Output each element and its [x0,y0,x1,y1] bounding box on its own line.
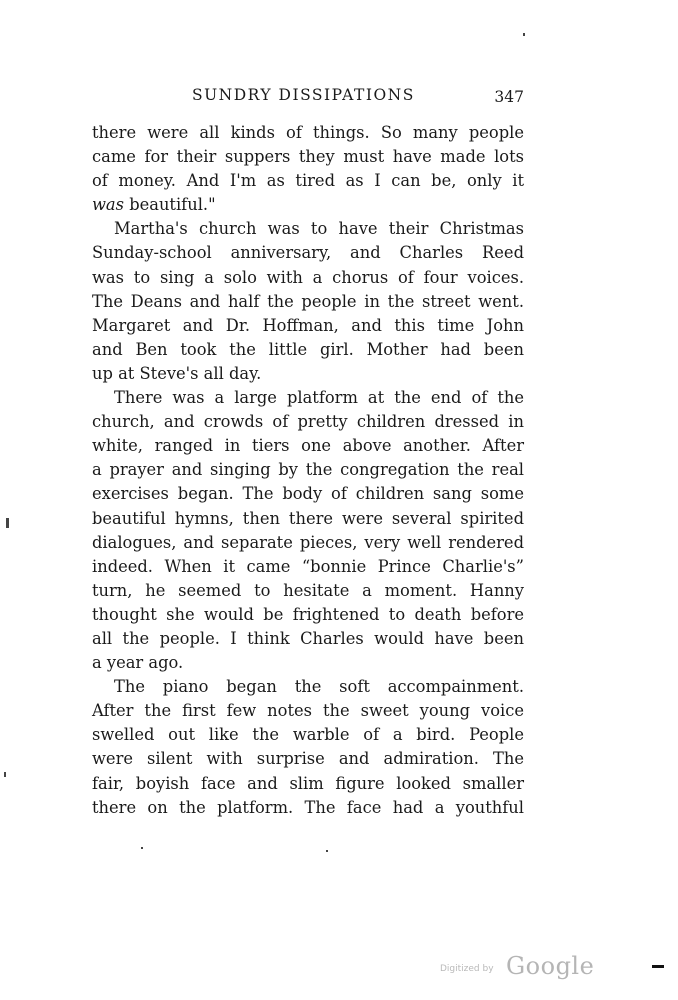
text-line: and Ben took the little girl. Mother had been [92,339,524,359]
text-line: came for their suppers they must have made lots [92,147,524,167]
google-logo: Google [506,952,595,980]
digitized-label: Digitized by [440,964,494,974]
text-fragment: beautiful." [129,195,216,215]
scan-speck [523,33,525,36]
page-number: 347 [494,88,524,106]
text-line: thought she would be frightened to death before [92,604,524,624]
text-line: swelled out like the warble of a bird. People [92,725,524,745]
text-line: there on the platform. The face had a youthful [92,797,524,817]
body-text [92,121,524,820]
text-line: Margaret and Dr. Hoffman, and this time John [92,315,524,335]
scan-speck [4,772,6,777]
text-line: The Deans and half the people in the street went. [92,291,524,311]
paragraph-start-line: There was a large platform at the end of the [114,388,524,408]
text-line: a year ago. [92,653,184,673]
running-head: SUNDRY DISSIPATIONS [192,86,415,104]
digitized-by-google-watermark [440,952,640,982]
text-line: was to sing a solo with a chorus of four voices. [92,267,524,287]
italic-word: was [92,195,124,215]
text-line: all the people. I think Charles would have been [92,628,524,648]
scan-speck [326,850,328,852]
text-line: exercises began. The body of children sang some [92,484,524,504]
text-line: After the first few notes the sweet young voice [92,701,524,721]
scan-speck [6,518,9,528]
text-line: dialogues, and separate pieces, very well rendered [92,532,524,552]
text-line: a prayer and singing by the congregation the real [92,460,524,480]
text-line: of money. And I'm as tired as I can be, only it [92,171,524,191]
text-line: were silent with surprise and admiration. The [92,749,524,769]
text-line: church, and crowds of pretty children dressed in [92,412,524,432]
text-line: beautiful hymns, then there were several spirited [92,508,524,528]
text-line: turn, he seemed to hesitate a moment. Hanny [92,580,524,600]
text-line [92,193,524,217]
page-header [92,86,524,108]
text-line: up at Steve's all day. [92,363,262,383]
scan-speck [652,965,664,968]
paragraph-start-line: The piano began the soft accompainment. [114,677,524,697]
text-line: white, ranged in tiers one above another. After [92,436,524,456]
paragraph-start-line: Martha's church was to have their Christmas [114,219,524,239]
text-line: Sunday-school anniversary, and Charles Reed [92,243,524,263]
scan-speck [141,847,143,849]
text-line: indeed. When it came “bonnie Prince Charlie's” [92,556,524,576]
text-line: fair, boyish face and slim figure looked smaller [92,773,524,793]
text-line: there were all kinds of things. So many people [92,123,524,142]
